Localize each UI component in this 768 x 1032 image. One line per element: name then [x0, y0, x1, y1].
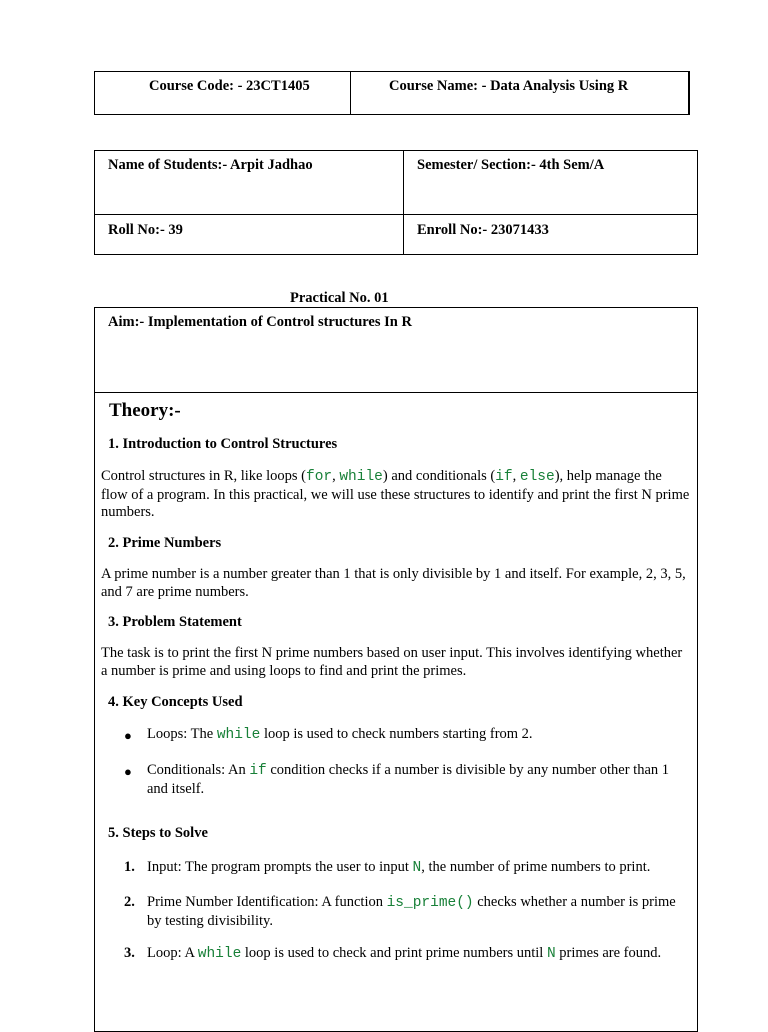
- step-3-number: 3.: [124, 945, 135, 961]
- bullet-conditionals: [147, 762, 692, 798]
- s1-comma2: ,: [512, 468, 520, 484]
- course-table-divider: [350, 71, 351, 115]
- bullet-loops: [147, 726, 692, 745]
- course-code: Course Code: - 23CT1405: [149, 78, 310, 94]
- step-1-text: [147, 859, 692, 878]
- student-table-hdivider: [94, 214, 698, 215]
- b2-text-a: Conditionals: An: [147, 762, 250, 778]
- code-n-st3: N: [546, 946, 556, 962]
- section-3-text: The task is to print the first N prime numbers based on user input. This involves identifying whether a number is prime and using loops to find and print the primes.: [101, 645, 683, 679]
- code-is-prime: is_prime(): [386, 895, 474, 911]
- roll-number: Roll No:- 39: [108, 222, 183, 238]
- st3-text-b: loop is used to check and print prime numbers until: [241, 945, 547, 961]
- bullet-dot-2: ●: [124, 764, 132, 779]
- code-while-st3: while: [197, 946, 242, 962]
- code-for: for: [306, 469, 333, 485]
- st2-text-b: checks whether a number is prime by testing divisibility.: [147, 894, 676, 929]
- section-1-title: 1. Introduction to Control Structures: [108, 436, 338, 452]
- st2-text-a: Prime Number Identification: A function: [147, 894, 387, 910]
- st1-text-a: Input: The program prompts the user to input: [147, 859, 413, 875]
- code-else: else: [519, 469, 555, 485]
- st3-text-a: Loop: A: [147, 945, 198, 961]
- student-table-vdivider: [403, 150, 404, 255]
- b1-text-b: loop is used to check numbers starting from 2.: [260, 726, 533, 742]
- semester-section: Semester/ Section:- 4th Sem/A: [417, 157, 605, 173]
- step-2-text: [147, 894, 692, 930]
- code-if-b2: if: [249, 763, 267, 779]
- st3-text-c: primes are found.: [555, 945, 662, 961]
- section-2-title: 2. Prime Numbers: [108, 535, 222, 551]
- b1-text-a: Loops: The: [147, 726, 217, 742]
- step-2-number: 2.: [124, 894, 135, 910]
- b2-text-b: condition checks if a number is divisible by any number other than 1 and itself.: [147, 762, 670, 797]
- code-n-st1: N: [412, 860, 422, 876]
- section-3-title: 3. Problem Statement: [108, 614, 242, 630]
- st1-text-b: , the number of prime numbers to print.: [421, 859, 651, 875]
- aim-text: Aim:- Implementation of Control structures In R: [108, 314, 412, 330]
- course-name: Course Name: - Data Analysis Using R: [389, 78, 629, 94]
- section-2-text: A prime number is a number greater than 1 that is only divisible by 1 and itself. For example, 2, 3, 5, and 7 are prime numbers.: [101, 566, 686, 600]
- section-5-title: 5. Steps to Solve: [108, 825, 208, 841]
- step-1-number: 1.: [124, 859, 135, 875]
- s1-text-a: Control structures in R, like loops (: [101, 468, 306, 484]
- s1-comma: ,: [332, 468, 340, 484]
- section-4-title: 4. Key Concepts Used: [108, 694, 243, 710]
- bullet-dot-1: ●: [124, 728, 132, 743]
- enroll-number: Enroll No:- 23071433: [417, 222, 549, 238]
- step-3-text: [147, 945, 692, 964]
- section-1-text: [101, 468, 691, 522]
- student-name: Name of Students:- Arpit Jadhao: [108, 157, 313, 173]
- s1-text-b: ) and conditionals (: [382, 468, 496, 484]
- code-while-b1: while: [216, 727, 261, 743]
- practical-title: Practical No. 01: [290, 290, 389, 306]
- code-while: while: [339, 469, 383, 485]
- s1-text-c: ), help manage the flow of a program. In this practical, we will use these structures to identify and print the first N prime numbers.: [101, 468, 690, 520]
- code-if: if: [495, 469, 513, 485]
- theory-heading: Theory:-: [109, 400, 181, 421]
